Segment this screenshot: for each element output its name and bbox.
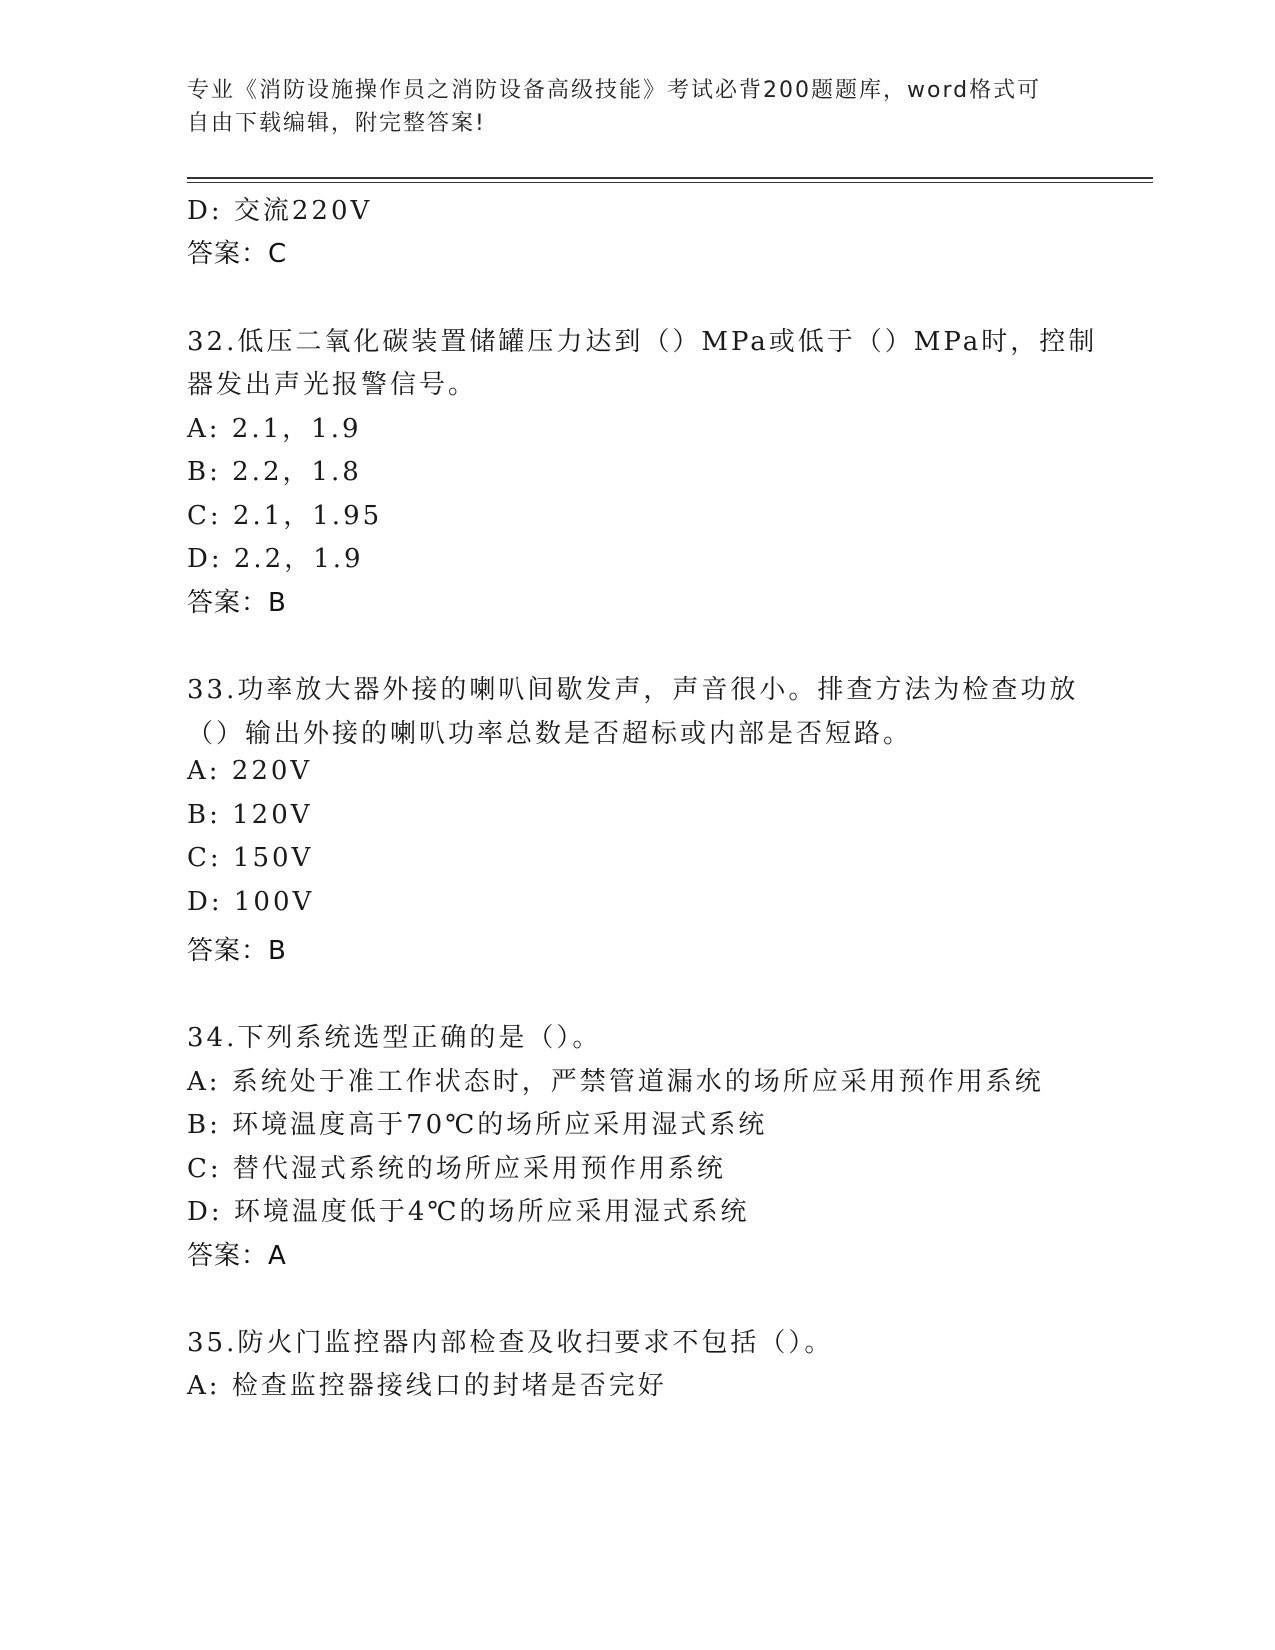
q32-option-b: B: 2.2，1.8	[187, 457, 362, 487]
header-divider-thin	[187, 182, 1153, 183]
q32-answer: 答案：B	[187, 588, 287, 618]
q33-option-c: C: 150V	[187, 843, 314, 873]
q32-option-a: A: 2.1，1.9	[187, 414, 362, 444]
header-line-1: 专业《消防设施操作员之消防设备高级技能》考试必背200题题库，word格式可	[187, 78, 1042, 103]
q34-option-b: B: 环境温度高于70℃的场所应采用湿式系统	[187, 1110, 768, 1140]
q33-stem-line-1: 33.功率放大器外接的喇叭间歇发声，声音很小。排查方法为检查功放	[187, 675, 1079, 705]
q32-stem-line-1: 32.低压二氧化碳装置储罐压力达到（）MPa或低于（）MPa时，控制	[187, 327, 1098, 357]
q32-option-d: D: 2.2，1.9	[187, 544, 364, 574]
document-header	[187, 74, 1087, 140]
header-divider-thick	[187, 177, 1153, 179]
prev-option-d: D: 交流220V	[187, 196, 373, 226]
q34-stem-line-1: 34.下列系统选型正确的是（）。	[187, 1023, 602, 1053]
q34-option-d: D: 环境温度低于4℃的场所应采用湿式系统	[187, 1197, 750, 1227]
q34-answer: 答案：A	[187, 1241, 287, 1271]
q35-option-a: A: 检查监控器接线口的封堵是否完好	[187, 1371, 667, 1401]
q32-stem-line-2: 器发出声光报警信号。	[187, 370, 478, 400]
q33-answer: 答案：B	[187, 936, 287, 966]
q33-stem-line-2: （）输出外接的喇叭功率总数是否超标或内部是否短路。	[187, 719, 913, 749]
header-line-2: 自由下载编辑，附完整答案!	[187, 111, 486, 136]
q35-stem-line-1: 35.防火门监控器内部检查及收扫要求不包括（）。	[187, 1328, 834, 1358]
q34-option-a: A: 系统处于准工作状态时，严禁管道漏水的场所应采用预作用系统	[187, 1067, 1044, 1097]
q33-option-a: A: 220V	[187, 756, 313, 786]
q33-option-d: D: 100V	[187, 887, 315, 917]
prev-answer: 答案：C	[187, 239, 288, 269]
q34-option-c: C: 替代湿式系统的场所应采用预作用系统	[187, 1154, 726, 1184]
q32-option-c: C: 2.1，1.95	[187, 501, 383, 531]
q33-option-b: B: 120V	[187, 800, 313, 830]
